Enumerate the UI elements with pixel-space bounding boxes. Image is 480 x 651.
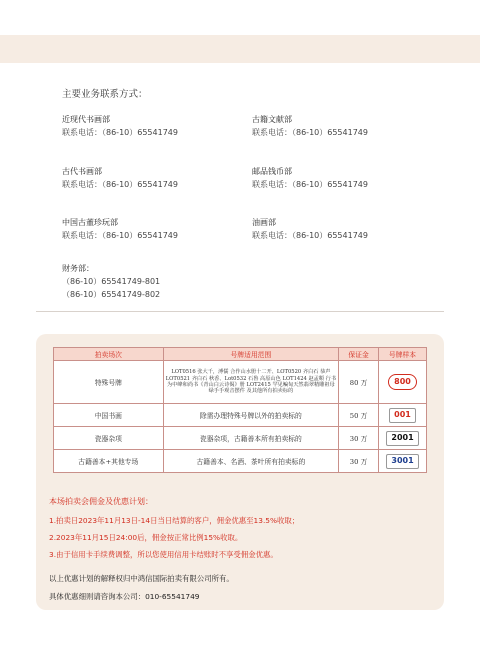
session-cell: 瓷器杂项: [54, 427, 164, 450]
top-decorative-band: [0, 35, 480, 63]
contact-stamps-coins: [252, 165, 368, 191]
paddle-number: 2001: [391, 432, 414, 442]
paddle-sample-image: [386, 431, 418, 446]
header-range: 号牌适用范围: [163, 348, 338, 361]
policy-title: 本场拍卖会佣金及优惠计划：: [49, 497, 153, 506]
contact-ancient-books: [252, 113, 368, 139]
plate-cell: [379, 404, 427, 427]
department-name: 油画部: [252, 218, 276, 227]
footer-note-rights: 以上优惠计划的解释权归中鸿信国际拍卖有限公司所有。: [49, 574, 234, 583]
paddle-sample-image: [388, 374, 417, 390]
range-cell: LOT0516 张大千，溥儒 合作山水册十二开、LOT0520 齐白石 恭声 LOT0521 齐白石 秋香、Lot0532 石鲁 高原山色 LOT1424 赵孟頫 行书为中峰和尚书《青山白云诗偈》册 LOT2415 罕见鳊匋天然翡翠精雕祖母绿手手观音摆件 及其他所有拍卖标的: [163, 361, 338, 404]
policy-item-2: 2.2023年11月15日24:00后，佣金按正常比例15%收取。: [49, 533, 243, 542]
department-phone: 联系电话：（86-10）65541749: [62, 128, 178, 137]
session-cell: 古籍善本+其他专场: [54, 450, 164, 473]
finance-phone-1: （86-10）65541749-801: [62, 277, 161, 286]
department-name: 古籍文献部: [252, 115, 292, 124]
range-cell: 除需办理特殊号牌以外的拍卖标的: [163, 404, 338, 427]
header-session: 拍卖场次: [54, 348, 164, 361]
deposit-cell: 30 万: [339, 450, 379, 473]
department-phone: 联系电话：（86-10）65541749: [252, 231, 368, 240]
paddle-sample-image: [389, 408, 416, 423]
policy-item-1: 1.拍卖日2023年11月13日-14日当日结算的客户，佣金优惠至13.5%收取；: [49, 516, 300, 525]
range-cell: 瓷器杂项，古籍善本所有拍卖标的: [163, 427, 338, 450]
header-deposit: 保证金: [339, 348, 379, 361]
contact-modern-painting: [62, 113, 178, 139]
table-row: [54, 361, 427, 404]
paddle-number: 3001: [391, 455, 414, 465]
contact-classical-painting: [62, 165, 178, 191]
session-cell: 中国书画: [54, 404, 164, 427]
table-row: [54, 450, 427, 473]
paddle-sample-image: [386, 454, 418, 469]
department-name: 中国古董珍玩部: [62, 218, 118, 227]
footer-note-contact: 具体优惠细则请咨询本公司：010-65541749: [49, 592, 200, 601]
section-title: 主要业务联系方式：: [62, 89, 148, 100]
department-name: 古代书画部: [62, 167, 102, 176]
table-row: [54, 404, 427, 427]
deposit-cell: 50 万: [339, 404, 379, 427]
auction-info-panel: [36, 334, 444, 610]
session-cell: 特殊号牌: [54, 361, 164, 404]
contact-finance: [62, 262, 160, 301]
department-name: 邮品钱币部: [252, 167, 292, 176]
plate-cell: [379, 427, 427, 450]
section-divider: [36, 311, 444, 312]
department-phone: 联系电话：（86-10）65541749: [252, 180, 368, 189]
department-name: 近现代书画部: [62, 115, 110, 124]
paddle-deposit-table: [53, 347, 427, 473]
contact-antiques: [62, 216, 178, 242]
policy-item-3: 3.由于信用卡手续费调整，所以您使用信用卡结账时不享受佣金优惠。: [49, 550, 278, 559]
range-cell: 古籍善本、名酒、茶叶所有拍卖标的: [163, 450, 338, 473]
department-name: 财务部：: [62, 264, 94, 273]
department-phone: 联系电话：（86-10）65541749: [62, 180, 178, 189]
header-plate: 号牌样本: [379, 348, 427, 361]
contact-oil-painting: [252, 216, 368, 242]
plate-cell: [379, 450, 427, 473]
paddle-number: 001: [394, 409, 411, 419]
deposit-cell: 30 万: [339, 427, 379, 450]
plate-cell: [379, 361, 427, 404]
table-row: [54, 427, 427, 450]
paddle-number: 800: [394, 377, 411, 386]
deposit-cell: 80 万: [339, 361, 379, 404]
department-phone: 联系电话：（86-10）65541749: [252, 128, 368, 137]
finance-phone-2: （86-10）65541749-802: [62, 290, 161, 299]
table-header-row: [54, 348, 427, 361]
department-phone: 联系电话：（86-10）65541749: [62, 231, 178, 240]
